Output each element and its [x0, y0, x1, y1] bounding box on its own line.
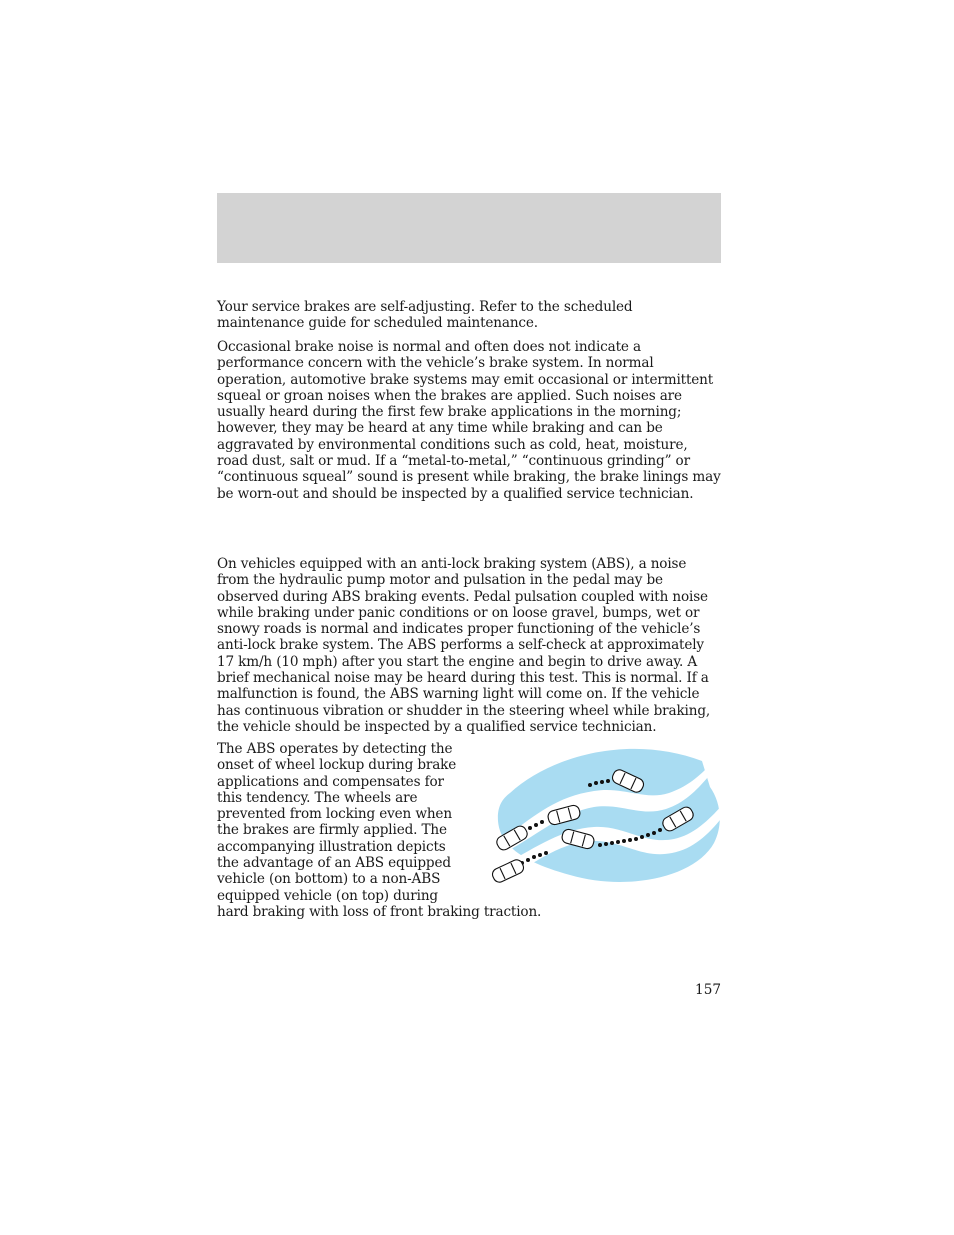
paragraph-brake-noise: Occasional brake noise is normal and often does not indicate a performance concern with the vehicle’s brake system. In normal operation, automotive brake systems may emit occasional or intermittent squeal or groan noises when the brakes are applied. Such noises are usually heard during the first few brake applications in the morning; however, they may be heard at any time while braking and can be aggravated by environmental conditions such as cold, heat, moisture, road dust, salt or mud. If a “metal-to-metal,” “continuous grinding” or “continuous squeal” sound is present while braking, the brake linings may be worn-out and should be inspected by a qualified service technician. [217, 339, 721, 502]
abs-comparison-illustration [474, 741, 722, 901]
paragraph-abs-operation: The ABS operates by detecting the onset of wheel lockup during brake applications and compensates for this tendency. The wheels are prevented from locking even when the brakes are firmly applied. The accompanying illustration depicts the advantage of an ABS equipped vehicle (on bottom) to a non-ABS equipped vehicle (on top) during hard braking with loss of front braking traction. [217, 741, 542, 920]
section-header-band [217, 193, 721, 263]
paragraph-self-adjusting-brakes: Your service brakes are self-adjusting. Refer to the scheduled maintenance guide for scheduled maintenance. [217, 299, 633, 332]
bottom-car-1 [491, 858, 526, 884]
paragraph-abs-noise: On vehicles equipped with an anti-lock braking system (ABS), a noise from the hydraulic pump motor and pulsation in the pedal may be observed during ABS braking events. Pedal pulsation coupled with noise while braking under panic conditions or on loose gravel, bumps, wet or snowy roads is normal and indicates proper functioning of the vehicle’s anti-lock brake system. The ABS performs a self-check at approximately 17 km/h (10 mph) after you start the engine and begin to drive away. A brief mechanical noise may be heard during this test. This is normal. If a malfunction is found, the ABS warning light will come on. If the vehicle has continuous vibration or shudder in the steering wheel while braking, the vehicle should be inspected by a qualified service technician. [217, 556, 711, 735]
paragraph-abs-operation-block [217, 741, 722, 920]
page-number: 157 [695, 982, 721, 998]
